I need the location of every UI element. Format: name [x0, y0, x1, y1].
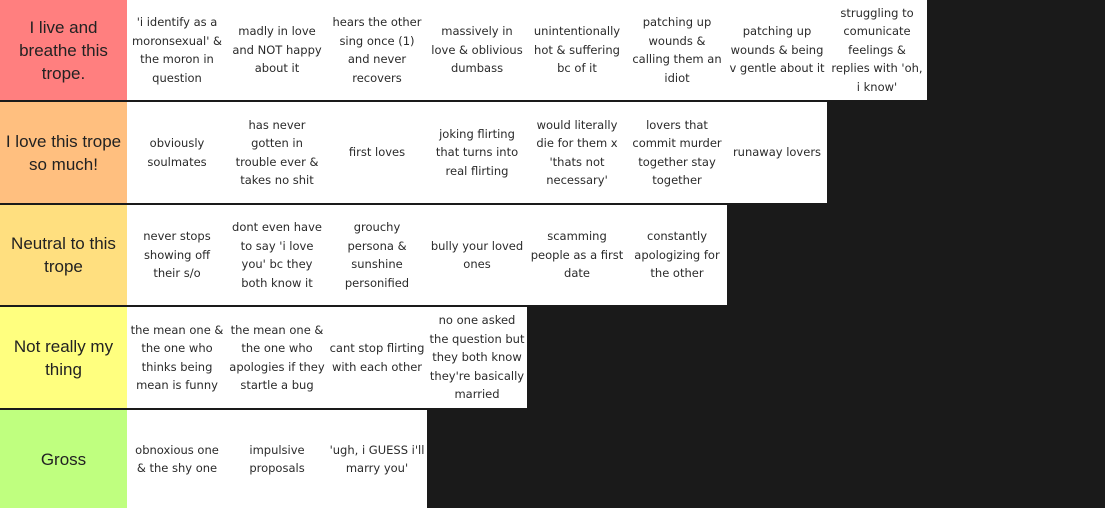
tier-item[interactable]: no one asked the question but they both know they're basically married — [427, 307, 527, 408]
tier-item[interactable]: would literally die for them x 'thats not necessary' — [527, 102, 627, 203]
tier-row — [0, 205, 1105, 305]
tier-item[interactable]: obnoxious one & the shy one — [127, 410, 227, 508]
tier-item[interactable]: runaway lovers — [727, 102, 827, 203]
tier-item[interactable]: constantly apologizing for the other — [627, 205, 727, 305]
tier-item[interactable]: unintentionally hot & suffering bc of it — [527, 0, 627, 100]
tier-item[interactable]: has never gotten in trouble ever & takes no shit — [227, 102, 327, 203]
tier-item[interactable]: 'i identify as a moronsexual' & the moron in question — [127, 0, 227, 100]
tier-label[interactable]: Not really my thing — [0, 307, 127, 408]
tier-label[interactable]: Neutral to this trope — [0, 205, 127, 305]
tier-label[interactable]: Gross — [0, 410, 127, 508]
tier-item[interactable]: the mean one & the one who apologies if they startle a bug — [227, 307, 327, 408]
tier-items[interactable] — [127, 205, 727, 305]
tier-item[interactable]: obviously soulmates — [127, 102, 227, 203]
tier-items[interactable] — [127, 102, 827, 203]
tier-item[interactable]: never stops showing off their s/o — [127, 205, 227, 305]
tier-item[interactable]: dont even have to say 'i love you' bc they both know it — [227, 205, 327, 305]
tier-label[interactable]: I live and breathe this trope. — [0, 0, 127, 100]
tier-row — [0, 0, 1105, 100]
tier-item[interactable]: grouchy persona & sunshine personified — [327, 205, 427, 305]
tier-item[interactable]: madly in love and NOT happy about it — [227, 0, 327, 100]
tier-item[interactable]: cant stop flirting with each other — [327, 307, 427, 408]
tier-item[interactable]: impulsive proposals — [227, 410, 327, 508]
tier-item[interactable]: struggling to comunicate feelings & replies with 'oh, i know' — [827, 0, 927, 100]
tier-items[interactable] — [127, 0, 927, 100]
tier-row — [0, 307, 1105, 408]
tier-row — [0, 410, 1105, 508]
tier-item[interactable]: hears the other sing once (1) and never recovers — [327, 0, 427, 100]
tier-item[interactable]: bully your loved ones — [427, 205, 527, 305]
tier-item[interactable]: lovers that commit murder together stay together — [627, 102, 727, 203]
tier-items[interactable] — [127, 410, 427, 508]
tier-row — [0, 102, 1105, 203]
tier-label[interactable]: I love this trope so much! — [0, 102, 127, 203]
tier-item[interactable]: patching up wounds & calling them an idiot — [627, 0, 727, 100]
tier-items[interactable] — [127, 307, 527, 408]
tier-item[interactable]: first loves — [327, 102, 427, 203]
tier-item[interactable]: joking flirting that turns into real flirting — [427, 102, 527, 203]
tier-item[interactable]: 'ugh, i GUESS i'll marry you' — [327, 410, 427, 508]
tier-item[interactable]: patching up wounds & being v gentle about it — [727, 0, 827, 100]
tier-item[interactable]: the mean one & the one who thinks being mean is funny — [127, 307, 227, 408]
tier-item[interactable]: scamming people as a first date — [527, 205, 627, 305]
tier-item[interactable]: massively in love & oblivious dumbass — [427, 0, 527, 100]
